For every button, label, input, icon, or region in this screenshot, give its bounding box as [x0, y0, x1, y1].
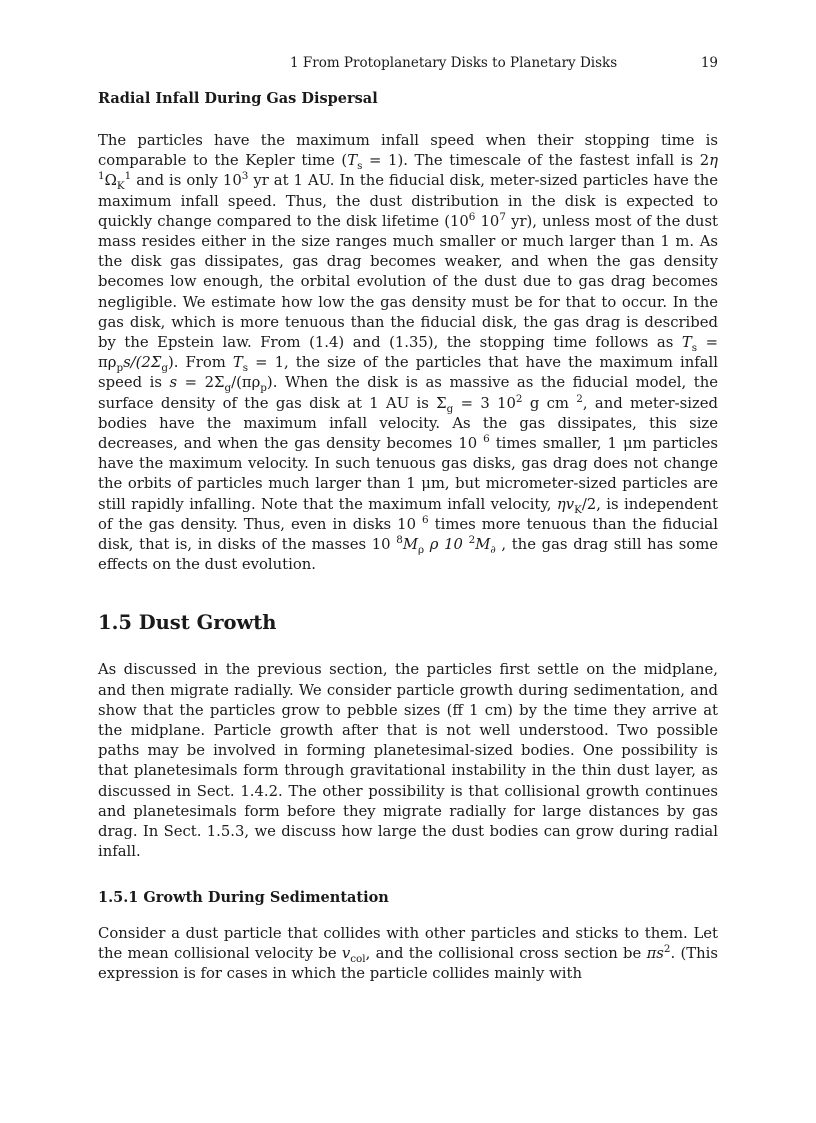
section-heading-dust-growth: 1.5 Dust Growth [98, 611, 277, 635]
subsection-heading-growth-sedimentation: 1.5.1 Growth During Sedimentation [98, 888, 389, 906]
page-content [98, 90, 718, 984]
subsection-heading-radial-infall: Radial Infall During Gas Dispersal [98, 90, 378, 107]
page-number: 19 [700, 55, 718, 71]
chapter-title: 1 From Protoplanetary Disks to Planetary Disks [290, 55, 618, 71]
paragraph-dust-growth: As discussed in the previous section, the particles first settle on the midplane, and then migrate radially. We consider particle growth during sedimentation, and show that the particles grow to pebble sizes (ff 1 cm) by the time they arrive at the midplane. Particle growth after that is not well understood. Two possible paths may be involved in forming planetesimal-sized bodies. One possibility is that planetesimals form through gravitational instability in the thin dust layer, as discussed in Sect. 1.4.2. The other possibility is that collisional growth continues and planetesimals form before they migrate radially for large distances by gas drag. In Sect. 1.5.3, we discuss how large the dust bodies can grow during radial infall. [98, 661, 718, 861]
paragraph-growth-sedimentation: Consider a dust particle that collides with other particles and sticks to them. Let the mean collisional velocity be $v_{col}$, and the collisional cross section be $\pi s^2$. (This expression is for cases in which the particle collides mainly with [98, 924, 718, 982]
paragraph-radial-infall: The particles have the maximum infall speed when their stopping time is comparable to the Kepler time $(T_s = 1)$. The timescale of the fastest infall is 2η $^1\Omega_K^1$ and is only $10^3$ yr at 1 AU. In the fiducial disk, meter-sized particles have the maximum infall speed. Thus, the dust distribution in the disk is expected to quickly change compared to the disk lifetime ($10^6$ $10^7$ yr), unless most of the dust mass resides either in the size ranges much smaller or much larger than 1 m. As the disk gas dissipates, gas drag becomes weaker, and when the gas density becomes low enough, the orbital evolution of the dust due to gas drag becomes negligible. We estimate how low the gas density must be for that to occur. In the gas disk, which is more tenuous than the fiducial disk, the gas drag is described by the Epstein law. From (1.4) and (1.35), the stopping time follows as $T_s = \pi\rho_ps/(2\Sigma_g)$. From $T_s = 1$, the size of the particles that have the maximum infall speed is $s = 2\Sigma_g/(\pi\rho_p)$. When the disk is as massive as the fiducial model, the surface density of the gas disk at 1 AU is $\Sigma_g = 3$ $10^2$ g cm $^2$, and meter-sized bodies have the maximum infall velocity. As the gas dissipates, this size decreases, and when the gas density becomes 10 $^6$ times smaller, 1 μm particles have the maximum velocity. In such tenuous gas disks, gas drag does not change the orbits of particles much larger than 1 μm, but micrometer-sized particles are still rapidly infalling. Note that the maximum infall velocity, $\eta v_K/2$, is independent of the gas density. Thus, even in disks 10 $^6$ times more tenuous than the fiducial disk, that is, in disks of the masses 10 $^8M_\rho$ ρ 10 $^2M_\partial$ , the gas drag still has some effects on the dust evolution. [98, 132, 719, 574]
running-header [290, 55, 718, 71]
